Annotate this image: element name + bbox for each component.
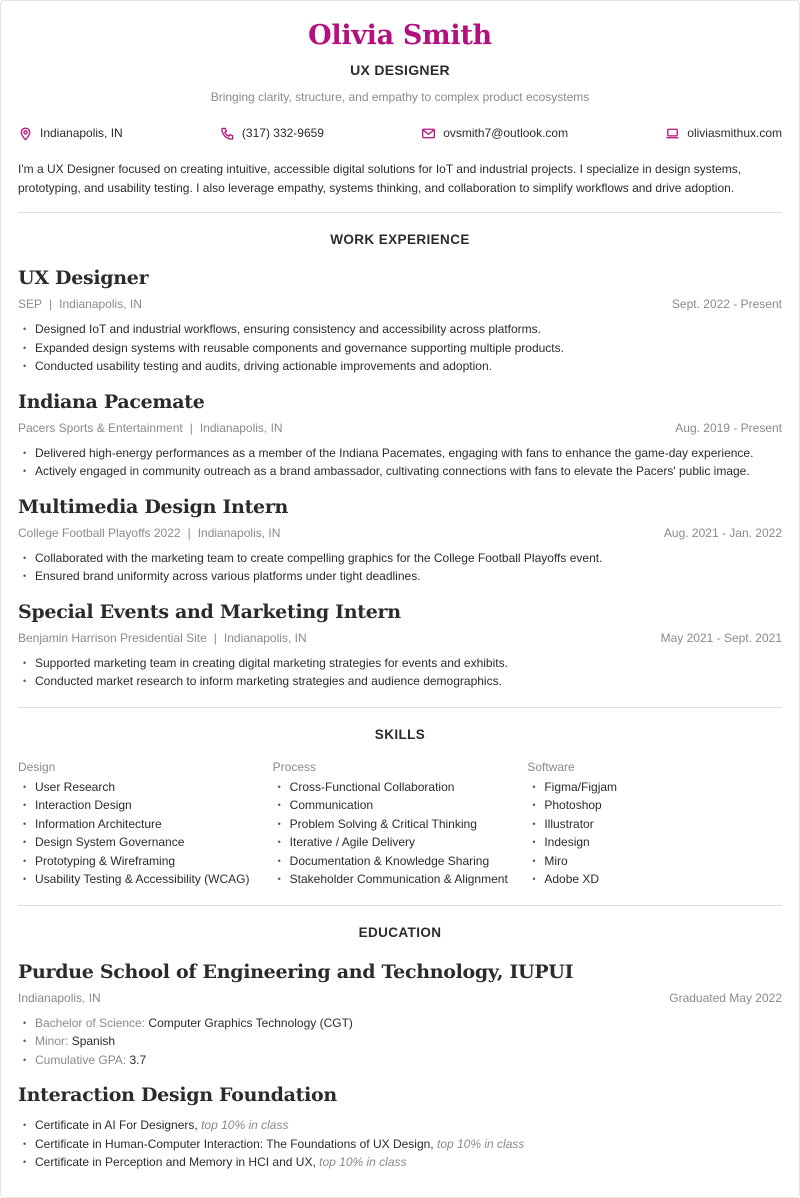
list-item: • Supported marketing team in creating digital marketing strategies for events and exhibits. [18,654,782,673]
certificate-text: Certificate in Perception and Memory in HCI and UX, [35,1155,316,1169]
detail-label: Minor: [35,1034,69,1048]
skill-column-heading: Design [18,759,56,774]
list-item: • Problem Solving & Critical Thinking [273,815,528,834]
job-dates: Aug. 2021 - Jan. 2022 [663,525,782,540]
job-entry [18,266,782,376]
list-item [18,1135,782,1154]
job-location: Indianapolis, IN [197,525,281,540]
list-item: • Actively engaged in community outreach as a brand ambassador, cultivating connections with fans to elevate the Pacers' public image. [18,462,782,481]
job-entry-meta [18,297,782,312]
list-item: • Stakeholder Communication & Alignment [273,870,528,889]
job-bullets [18,654,782,691]
list-item [18,1116,782,1135]
certificate-note: top 10% in class [319,1155,407,1169]
list-item: • Information Architecture [18,815,273,834]
job-dates: Sept. 2022 - Present [671,297,782,311]
job-entry [18,495,782,586]
job-bullets [18,320,782,376]
skills-grid [18,760,782,889]
list-item [18,1014,782,1033]
job-entry-meta [18,421,782,436]
school-name: Purdue School of Engineering and Technology, IUPUI [18,960,574,983]
divider [18,212,782,213]
phone-text: (317) 332-9659 [241,126,324,140]
certificate-text: Certificate in Human-Computer Interaction: The Foundations of UX Design, [35,1136,434,1151]
education-heading: EDUCATION [358,924,442,940]
laptop-icon [665,126,680,141]
summary-paragraph: I'm a UX Designer focused on creating intuitive, accessible digital solutions for IoT and industrial projects. I specialize in design systems, prototyping, and usability testing. I also leverage empathy, systems thinking, and collaboration to simplify workflows and drive adoption. [18,162,742,195]
list-item: • Adobe XD [527,870,782,889]
list-item: • Collaborated with the marketing team to create compelling graphics for the College Football Playoffs event. [18,549,782,568]
detail-label: Bachelor of Science: [35,1015,146,1030]
list-item: • Ensured brand uniformity across various platforms under tight deadlines. [18,567,782,586]
job-dates: Aug. 2019 - Present [675,420,782,435]
contact-email[interactable] [421,124,568,142]
list-item: • Expanded design systems with reusable components and governance supporting multiple products. [18,339,782,358]
skill-column-design [18,760,273,889]
job-bullets [18,549,782,586]
list-item: • Prototyping & Wireframing [18,852,273,871]
skill-column-heading: Process [272,759,317,774]
job-entry-meta [18,631,782,646]
list-item: • Illustrator [527,815,782,834]
work-experience-heading: WORK EXPERIENCE [330,232,470,247]
job-entry [18,390,782,481]
phone-icon [220,126,235,141]
list-item: • Cross-Functional Collaboration [273,778,528,797]
contact-phone[interactable] [220,124,324,142]
list-item: • Indesign [527,833,782,852]
school-location: Indianapolis, IN [18,990,101,1005]
detail-label: Cumulative GPA: [35,1052,127,1067]
skill-list [18,778,273,889]
job-entry-title: Indiana Pacemate [18,390,205,413]
list-item: • Designed IoT and industrial workflows, ensuring consistency and accessibility across platforms. [18,320,782,339]
detail-value: Computer Graphics Technology (CGT) [148,1015,353,1030]
list-item [18,1051,782,1070]
skills-heading: SKILLS [374,726,426,742]
location-text: Indianapolis, IN [40,126,123,140]
certificate-note: top 10% in class [436,1136,525,1151]
job-title: UX DESIGNER [350,62,450,78]
job-entry-title: UX Designer [18,267,149,289]
job-dates: May 2021 - Sept. 2021 [660,630,782,645]
separator: | [189,420,193,435]
certificate-list [18,1116,782,1172]
graduation-date: Graduated May 2022 [669,990,782,1005]
company: SEP [18,297,43,311]
map-pin-icon [18,126,33,141]
list-item: • Conducted market research to inform marketing strategies and audience demographics. [18,672,782,691]
education-entry [18,960,782,1070]
divider [18,905,782,906]
job-entry-meta [18,526,782,541]
mail-icon [421,126,436,141]
job-location: Indianapolis, IN [59,297,142,311]
skill-column-heading: Software [527,759,575,774]
skill-column-software [527,760,782,889]
list-item: • Usability Testing & Accessibility (WCAG) [18,870,273,889]
detail-value: 3.7 [129,1052,147,1067]
divider [18,707,782,708]
separator: | [213,630,217,645]
company: Pacers Sports & Entertainment [18,420,183,435]
contact-row [18,124,782,142]
separator: | [49,297,53,311]
certificate-text: Certificate in AI For Designers, [35,1118,198,1132]
list-item: • Delivered high-energy performances as a member of the Indiana Pacemates, engaging with fans to enhance the game-day experience. [18,444,782,463]
skill-list [273,778,528,889]
list-item: • Documentation & Knowledge Sharing [273,852,528,871]
list-item [18,1032,782,1051]
education-entry [18,1083,782,1172]
list-item: • User Research [18,778,273,797]
candidate-name: Olivia Smith [308,20,492,51]
job-location: Indianapolis, IN [223,630,307,645]
list-item: • Photoshop [527,796,782,815]
list-item [18,1153,782,1172]
list-item: • Communication [273,796,528,815]
degree-details [18,1014,782,1070]
school-meta [18,991,782,1006]
company: Benjamin Harrison Presidential Site [18,630,207,645]
list-item: • Miro [527,852,782,871]
detail-value: Spanish [71,1034,116,1048]
skill-column-process [273,760,528,889]
skill-list [527,778,782,889]
company: College Football Playoffs 2022 [18,525,181,540]
list-item: • Design System Governance [18,833,273,852]
list-item: • Interaction Design [18,796,273,815]
list-item: • Iterative / Agile Delivery [273,833,528,852]
list-item: • Conducted usability testing and audits, driving actionable improvements and adoption. [18,357,782,376]
foundation-name: Interaction Design Foundation [18,1084,337,1106]
contact-location [18,124,123,142]
contact-website[interactable] [665,124,782,142]
job-location: Indianapolis, IN [199,420,283,435]
list-item: • Figma/Figjam [527,778,782,797]
job-entry-title: Multimedia Design Intern [18,495,289,518]
certificate-note: top 10% in class [201,1118,289,1132]
job-bullets [18,444,782,481]
email-text: ovsmith7@outlook.com [443,126,569,140]
website-text: oliviasmithux.com [687,126,782,140]
job-entry [18,600,782,691]
job-entry-title: Special Events and Marketing Intern [18,600,401,623]
separator: | [187,525,191,540]
tagline: Bringing clarity, structure, and empathy to complex product ecosystems [210,90,590,104]
